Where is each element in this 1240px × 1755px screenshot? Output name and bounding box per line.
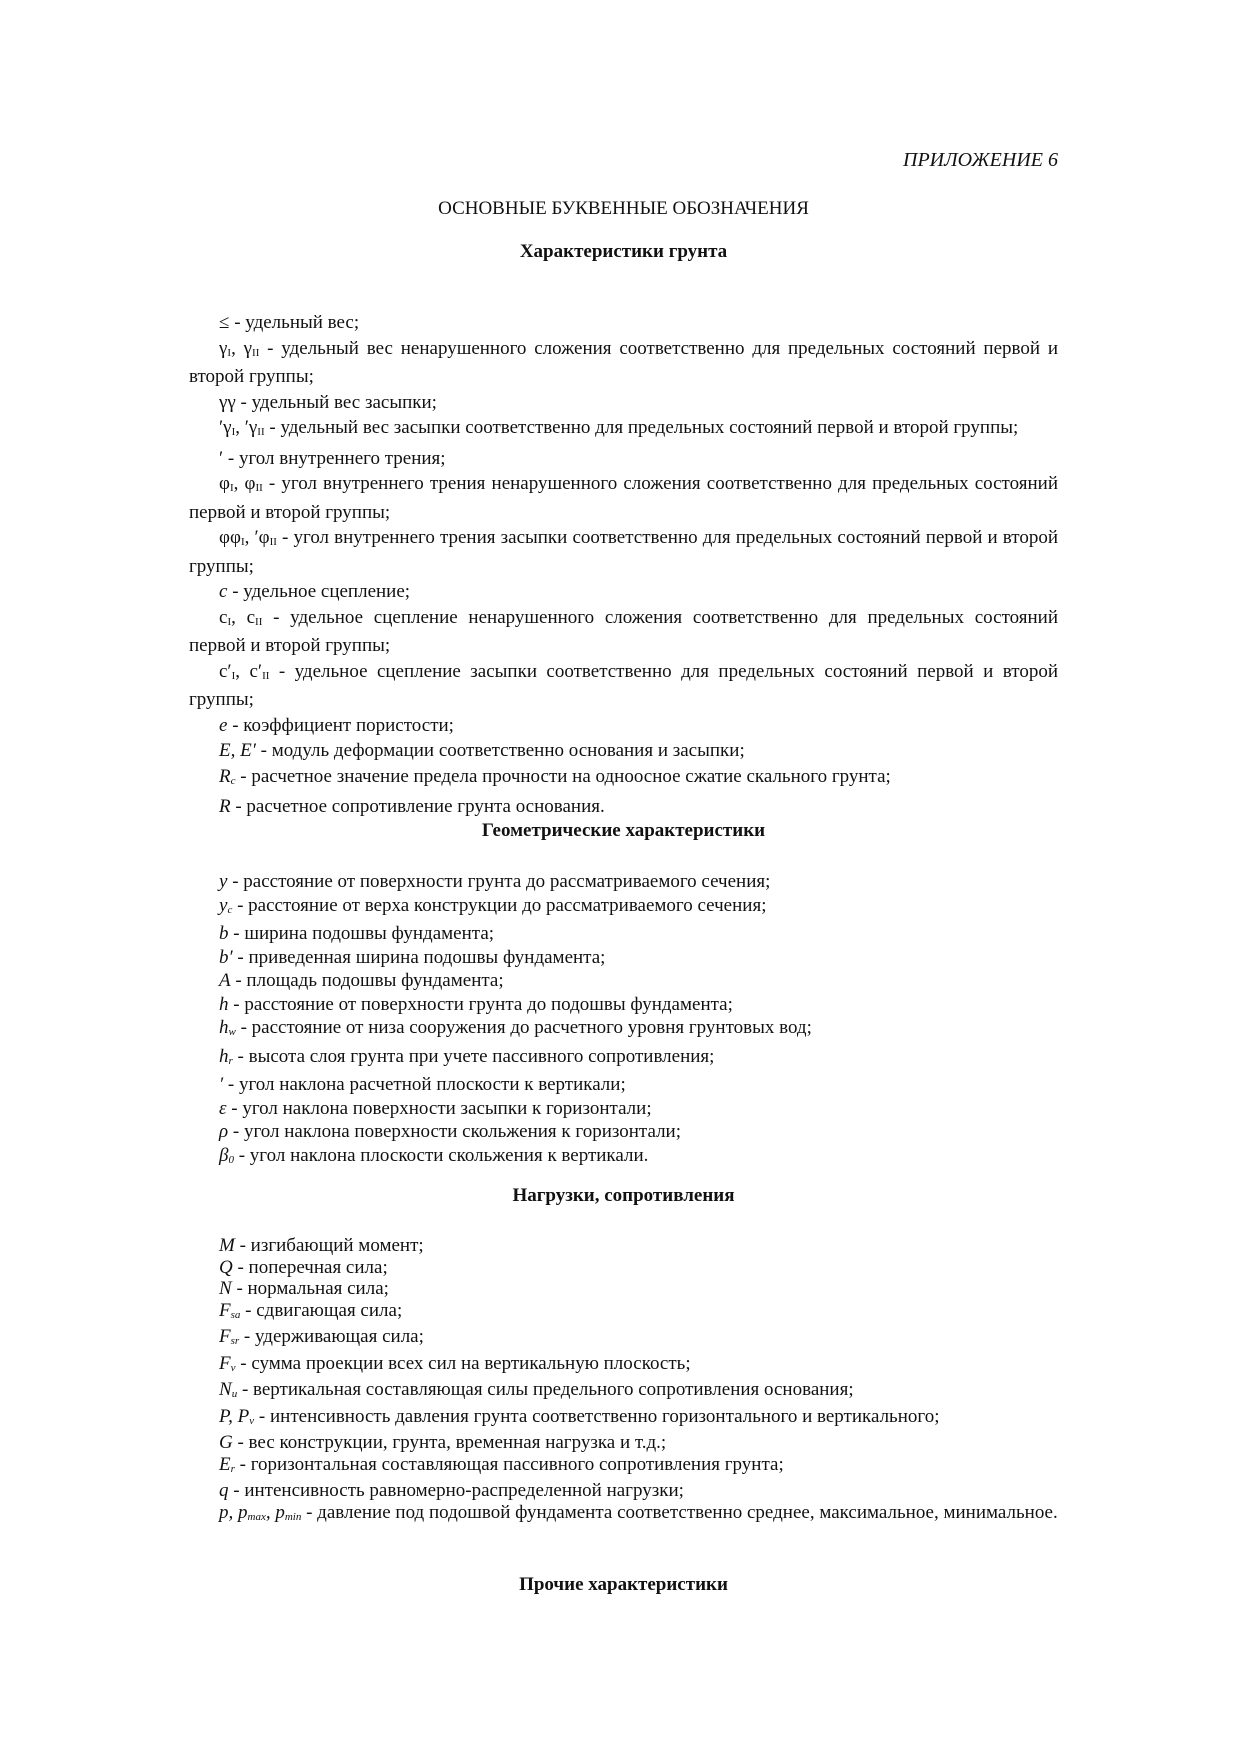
section-heading-other: Прочие характеристики	[519, 1574, 728, 1595]
symbol-subscript: sr	[230, 1335, 240, 1347]
symbol-secondary: , c′	[235, 660, 263, 682]
symbol-entry	[189, 526, 1058, 578]
document-title: ОСНОВНЫЕ БУКВЕННЫЕ ОБОЗНАЧЕНИЯ	[438, 198, 809, 219]
symbol-entry	[189, 795, 1058, 819]
symbol-subscript-secondary: v	[249, 1414, 255, 1427]
symbol-description: - удельный вес засыпки соответственно для предельных состояний первой и второй группы;	[264, 417, 1019, 438]
symbol-description: - высота слоя грунта при учете пассивного сопротивления;	[232, 1045, 715, 1067]
symbol-description: - удельный вес ненарушенного сложения соответственно для предельных состояний первой и второй группы;	[189, 337, 1058, 387]
symbol-description: - угол наклона поверхности скольжения к горизонтали;	[228, 1121, 681, 1142]
symbol-description: - угол наклона поверхности засыпки к горизонтали;	[226, 1097, 652, 1119]
symbol-description: - удерживающая сила;	[239, 1326, 424, 1347]
symbol: c	[219, 606, 228, 628]
symbol-entry	[189, 1045, 1058, 1074]
symbol-description: - давление под подошвой фундамента соответственно среднее, максимальное, минимальное.	[301, 1501, 1058, 1523]
symbol-subscript: c	[227, 903, 233, 916]
symbol-entry	[189, 993, 1058, 1017]
symbol-entry	[189, 660, 1058, 712]
symbol: h	[219, 1045, 229, 1067]
symbol-entry	[189, 580, 1058, 604]
symbol-entry	[189, 1016, 1058, 1045]
symbol-description: - интенсивность давления грунта соответственно горизонтального и вертикального;	[254, 1405, 940, 1427]
symbol-entry	[189, 870, 1058, 894]
symbol-entry	[189, 391, 1058, 415]
symbol-subscript-secondary: II	[252, 346, 260, 359]
symbol-subscript: I	[231, 426, 236, 438]
symbol-entry	[189, 1277, 1058, 1301]
geometry-list	[189, 870, 1058, 1172]
symbol-entry	[189, 1431, 1058, 1455]
symbol-secondary: , γ	[231, 337, 253, 359]
symbol: b′	[219, 946, 233, 968]
symbol-entry	[189, 765, 1058, 794]
symbol: c	[219, 581, 228, 602]
symbol-description: - расстояние от верха конструкции до рассматриваемого сечения;	[232, 894, 767, 916]
symbol: F	[219, 1352, 231, 1374]
symbol-entry	[189, 1352, 1058, 1381]
symbol: ′γ	[219, 417, 232, 438]
symbol: ≤	[219, 312, 230, 333]
symbol-subscript: v	[230, 1361, 236, 1374]
symbol-entry	[189, 337, 1058, 389]
symbol-subscript: sa	[230, 1308, 241, 1321]
symbol-description: - интенсивность равномерно-распределенной нагрузки;	[228, 1480, 684, 1501]
symbol: b	[219, 923, 229, 944]
symbol-entry	[189, 1479, 1058, 1503]
section-heading-soil: Характеристики грунта	[519, 241, 728, 262]
symbol: ′	[219, 1074, 224, 1095]
symbol-description: - расстояние от низа сооружения до расчетного уровня грунтовых вод;	[235, 1017, 812, 1038]
loads-list	[189, 1234, 1058, 1527]
symbol-entry	[189, 1405, 1058, 1434]
symbol: γγ	[219, 391, 236, 413]
symbol-subscript-secondary: II	[257, 426, 265, 438]
symbol-subscript: I	[227, 346, 232, 359]
symbol-entry	[189, 1234, 1058, 1258]
symbol-entry	[189, 311, 1058, 335]
symbol-description: - расстояние от поверхности грунта до подошвы фундамента;	[228, 993, 733, 1015]
symbol-entry	[189, 472, 1058, 524]
symbol: e	[219, 714, 228, 736]
symbol: h	[219, 993, 229, 1015]
symbol-description: - удельный вес засыпки;	[235, 391, 437, 413]
symbol-description: - сдвигающая сила;	[240, 1299, 403, 1321]
symbol-subscript-secondary: II	[262, 669, 270, 682]
symbol-description: - удельное сцепление засыпки соответственно для предельных состояний первой и второй группы;	[189, 660, 1058, 710]
symbol-subscript: I	[231, 669, 236, 682]
symbol-description: - поперечная сила;	[232, 1256, 388, 1278]
symbol-subscript-secondary: II	[255, 615, 263, 628]
symbol-description: - удельное сцепление;	[227, 581, 411, 602]
symbol-description: - модуль деформации соответственно основания и засыпки;	[255, 740, 745, 761]
symbol-tertiary: , p	[265, 1501, 285, 1523]
symbol: q	[219, 1480, 229, 1501]
symbol-entry	[189, 1097, 1058, 1121]
symbol-description: - угол наклона расчетной плоскости к вертикали;	[223, 1074, 626, 1095]
symbol: G	[219, 1432, 233, 1453]
symbol-subscript: r	[228, 1054, 233, 1067]
symbol-subscript: I	[229, 482, 234, 494]
symbol-description: - изгибающий момент;	[234, 1235, 424, 1256]
symbol-description: - угол внутреннего трения;	[223, 447, 446, 469]
symbol: β	[219, 1144, 229, 1166]
symbol-description: - угол внутреннего трения засыпки соответственно для предельных состояний первой и второй группы;	[189, 527, 1058, 577]
symbol-description: - приведенная ширина подошвы фундамента;	[232, 946, 606, 968]
symbol-secondary: , ′φ	[244, 527, 270, 548]
symbol-subscript: r	[230, 1462, 235, 1475]
symbol-subscript-secondary: II	[255, 482, 263, 494]
symbol-description: - удельный вес;	[229, 312, 360, 333]
symbol: h	[219, 1017, 229, 1038]
symbol-description: - расстояние от поверхности грунта до рассматриваемого сечения;	[227, 871, 771, 892]
symbol: Q	[219, 1256, 233, 1278]
symbol: N	[219, 1379, 232, 1400]
symbol-description: - коэффициент пористости;	[227, 714, 454, 736]
symbol-entry	[189, 714, 1058, 738]
symbol-subscript-tertiary: min	[284, 1510, 302, 1523]
symbol-entry	[189, 1325, 1058, 1354]
symbol: ′	[219, 447, 224, 469]
symbol: γ	[219, 337, 228, 359]
symbol-entry	[189, 416, 1058, 445]
symbol: p	[219, 1501, 229, 1523]
symbol-description: - нормальная сила;	[231, 1278, 389, 1299]
symbol-subscript: u	[231, 1388, 238, 1400]
symbol-subscript: 0	[228, 1153, 234, 1166]
symbol-description: - вес конструкции, грунта, временная нагрузка и т.д.;	[232, 1432, 667, 1453]
symbol: y	[219, 871, 228, 892]
symbol-entry	[189, 1378, 1058, 1407]
symbol-subscript-secondary: max	[247, 1510, 266, 1523]
section-heading-geometry: Геометрические характеристики	[481, 820, 766, 841]
symbol: F	[219, 1326, 231, 1347]
symbol-description: - вертикальная составляющая силы предельного сопротивления основания;	[237, 1379, 854, 1400]
symbol-entry	[189, 1501, 1058, 1530]
appendix-label: ПРИЛОЖЕНИЕ 6	[903, 149, 1058, 171]
symbol-secondary: , P	[228, 1405, 250, 1427]
symbol-entry	[189, 739, 1058, 763]
symbol-subscript-secondary: II	[269, 536, 277, 548]
symbol-entry	[189, 946, 1058, 970]
symbol-entry	[189, 606, 1058, 658]
symbol-description: - горизонтальная составляющая пассивного сопротивления грунта;	[234, 1453, 784, 1475]
section-heading-loads: Нагрузки, сопротивления	[512, 1185, 735, 1206]
symbol-secondary: , c	[231, 606, 256, 628]
symbol-subscript: c	[230, 774, 236, 787]
symbol: F	[219, 1299, 231, 1321]
symbol: E	[219, 1453, 231, 1475]
symbol: N	[219, 1278, 232, 1299]
symbol-description: - расчетное сопротивление грунта основания.	[230, 796, 605, 817]
symbol: R	[219, 765, 231, 787]
symbol-entry	[189, 1453, 1058, 1482]
symbol-subscript: I	[227, 615, 232, 628]
symbol-description: - ширина подошвы фундамента;	[228, 923, 495, 944]
soil-list	[189, 311, 1058, 821]
symbol: R	[219, 796, 231, 817]
symbol-subscript: w	[228, 1026, 236, 1038]
symbol-secondary: , p	[228, 1501, 248, 1523]
symbol: y	[219, 894, 228, 916]
symbol-description: - угол наклона плоскости скольжения к вертикали.	[233, 1144, 649, 1166]
symbol-entry	[189, 1299, 1058, 1328]
symbol-entry	[189, 1256, 1058, 1280]
symbol-entry	[189, 922, 1058, 946]
symbol: E, E′	[219, 740, 256, 761]
symbol: ρ	[219, 1121, 229, 1142]
symbol-secondary: , φ	[233, 473, 256, 494]
symbol: c′	[219, 660, 232, 682]
symbol: P	[219, 1405, 229, 1427]
symbol-entry	[189, 1144, 1058, 1173]
symbol: ε	[219, 1097, 227, 1119]
symbol-description: - угол внутреннего трения ненарушенного сложения соответственно для предельных состояний первой и второй группы;	[189, 473, 1058, 523]
symbol-entry	[189, 894, 1058, 923]
symbol: φφ	[219, 527, 241, 548]
symbol-description: - расчетное значение предела прочности на одноосное сжатие скального грунта;	[235, 765, 891, 787]
symbol: φ	[219, 473, 230, 494]
symbol-description: - площадь подошвы фундамента;	[230, 970, 504, 991]
symbol: A	[219, 970, 231, 991]
symbol-subscript: I	[240, 536, 245, 548]
symbol: M	[219, 1235, 235, 1256]
symbol-entry	[189, 1120, 1058, 1144]
symbol-entry	[189, 969, 1058, 993]
symbol-entry	[189, 1073, 1058, 1097]
symbol-entry	[189, 447, 1058, 471]
symbol-secondary: , ′γ	[235, 417, 258, 438]
symbol-description: - сумма проекции всех сил на вертикальную плоскость;	[235, 1352, 691, 1374]
symbol-description: - удельное сцепление ненарушенного сложения соответственно для предельных состояний первой и второй группы;	[189, 606, 1059, 656]
